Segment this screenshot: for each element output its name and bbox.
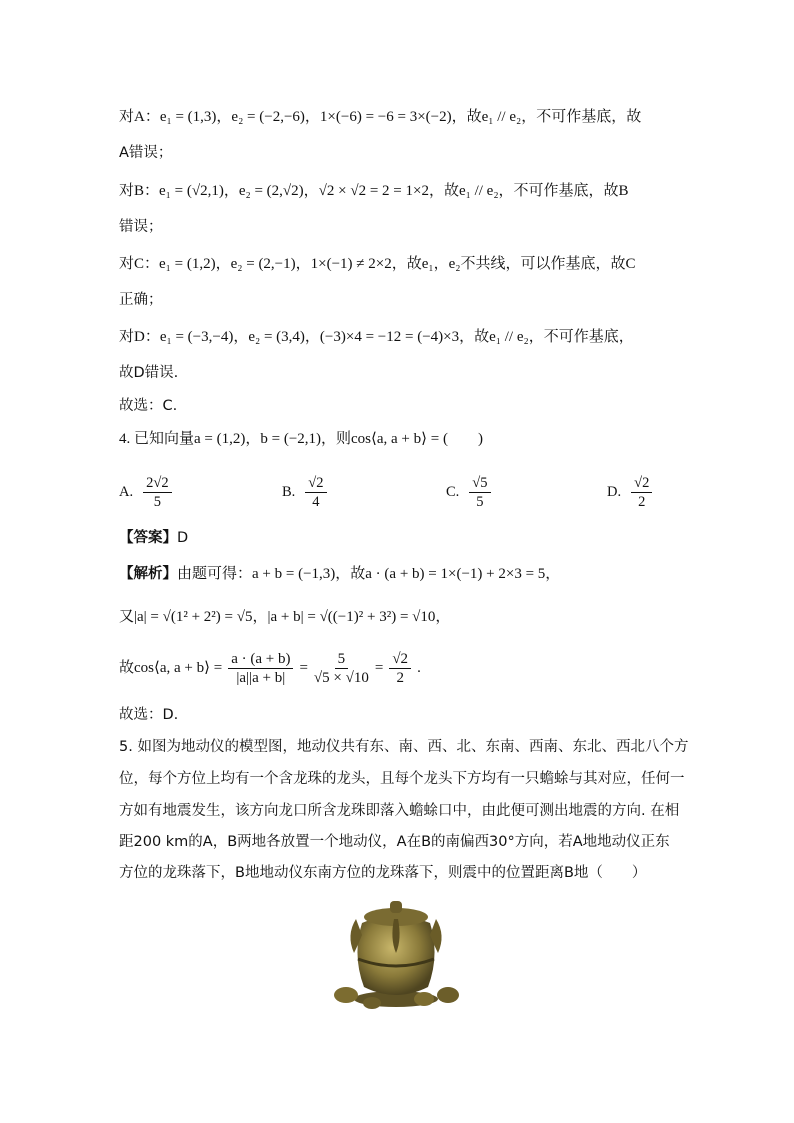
line-option-c-check: 对C：e₁ = (1,2)，e₂ = (2,−1)，1×(−1) ≠ 2×2，故e₁，e₂不共线，可以作基底，故C (119, 256, 636, 272)
toad-right (437, 987, 459, 1003)
option-a-label: A. (119, 483, 134, 500)
line-option-a-check: 对A：e₁ = (1,3)，e₂ = (−2,−6)，1×(−6) = −6 = 3×(−2)，故e₁ // e₂，不可作基底，故 (119, 109, 642, 125)
question-4-stem: 4. 已知向量a = (1,2)，b = (−2,1)，则cos⟨a, a + b⟩ = ( ) (119, 431, 483, 447)
option-b-label: B. (282, 483, 296, 500)
question-5-line-3: 方如有地震发生，该方向龙口所含龙珠即落入蟾蜍口中，由此便可测出地震的方向. 在相 (119, 803, 680, 819)
analysis-fraction-2-numerator: 5 (335, 650, 349, 669)
option-d-denominator: 2 (638, 493, 646, 510)
toad-mid-left (363, 997, 381, 1009)
option-c-label: C. (446, 483, 460, 500)
analysis-fraction-3 (389, 650, 411, 687)
option-c-fraction (469, 474, 490, 511)
option-d-label: D. (607, 483, 622, 500)
answer-tag: 【答案】 (119, 530, 177, 546)
option-c (446, 470, 491, 514)
option-a-numerator: 2√2 (143, 474, 171, 493)
line-option-b-check: 对B：e₁ = (√2,1)，e₂ = (2,√2)，√2 × √2 = 2 = 1×2，故e₁ // e₂，不可作基底，故B (119, 183, 629, 199)
option-c-denominator: 5 (476, 493, 484, 510)
analysis-text-1: 由题可得：a + b = (−1,3)，故a · (a + b) = 1×(−1) + 2×3 = 5， (177, 566, 561, 582)
option-d-numerator: √2 (631, 474, 652, 493)
instrument-knob (390, 901, 402, 913)
option-b-numerator: √2 (305, 474, 326, 493)
question-5-line-1: 5. 如图为地动仪的模型图，地动仪共有东、南、西、北、东南、西南、东北、西北八个方 (119, 739, 689, 755)
line-c-correct: 正确； (119, 292, 163, 308)
answer-value: D (177, 530, 189, 546)
option-c-numerator: √5 (469, 474, 490, 493)
toad-left (334, 987, 358, 1003)
option-d (607, 470, 652, 514)
option-a (119, 470, 172, 514)
answer-line (119, 527, 188, 549)
analysis-cos-prefix: 故cos⟨a, a + b⟩ = (119, 660, 223, 676)
option-a-denominator: 5 (153, 493, 161, 510)
analysis-fraction-1-numerator: a · (a + b) (228, 650, 293, 669)
analysis-fraction-3-denominator: 2 (396, 669, 404, 686)
line-d-wrong: 故D错误. (119, 365, 179, 381)
analysis-line-1 (119, 563, 560, 585)
analysis-line-3 (119, 641, 421, 695)
option-b-fraction (305, 474, 326, 511)
option-b-denominator: 4 (312, 493, 320, 510)
line-option-d-check: 对D：e₁ = (−3,−4)，e₂ = (3,4)，(−3)×4 = −12 = (−4)×3，故e₁ // e₂，不可作基底， (119, 329, 634, 345)
line-choose-c: 故选：C. (119, 398, 178, 414)
analysis-choose-d: 故选：D. (119, 707, 179, 723)
toad-mid-right (414, 992, 434, 1006)
analysis-period: . (417, 660, 421, 676)
analysis-fraction-2 (314, 650, 369, 687)
seismograph-image (332, 895, 460, 1013)
question-5-line-4: 距200 km的A，B两地各放置一个地动仪，A在B的南偏西30°方向，若A地地动仪正东 (119, 834, 670, 850)
analysis-fraction-2-denominator: √5 × √10 (313, 669, 369, 686)
option-a-fraction (143, 474, 171, 511)
analysis-fraction-1-denominator: |a||a + b| (236, 669, 286, 686)
option-d-fraction (631, 474, 652, 511)
analysis-equals-1: = (299, 660, 308, 676)
line-b-wrong: 错误； (119, 219, 163, 235)
analysis-line-2: 又|a| = √(1² + 2²) = √5，|a + b| = √((−1)² + 3²) = √10， (119, 609, 451, 625)
analysis-fraction-3-numerator: √2 (389, 650, 411, 669)
option-b (282, 470, 327, 514)
analysis-equals-2: = (374, 660, 384, 676)
line-a-wrong: A错误； (119, 145, 173, 161)
question-5-line-2: 位，每个方位上均有一个含龙珠的龙头，且每个龙头下方均有一只蟾蜍与其对应，任何一 (119, 771, 685, 787)
analysis-fraction-1 (228, 650, 293, 687)
analysis-tag: 【解析】 (119, 566, 177, 582)
question-5-line-5: 方位的龙珠落下，B地地动仪东南方位的龙珠落下，则震中的位置距离B地（ ） (119, 865, 647, 881)
